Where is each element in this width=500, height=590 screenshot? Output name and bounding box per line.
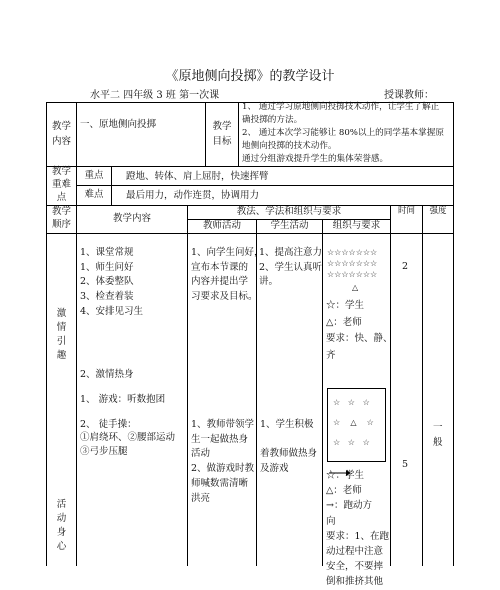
section1-label: 激 情 引 趣 — [56, 307, 67, 362]
methods-header: 教法、学法和组织与要求 — [236, 205, 342, 217]
key-value: 蹬地、转体、肩上屈肘，快速挥臂 — [126, 171, 269, 182]
goal-2: 2、 通过本次学习能够让 80%以上的同学基本掌握原 地侧向投掷的技术动作。 — [242, 128, 444, 151]
section1-student: 1、提高注意力 2、学生认真听 讲。 — [259, 247, 323, 288]
hands-item: ③弓步压腿 — [80, 446, 128, 457]
intensity-header: 强度 — [429, 206, 447, 217]
table-divider — [238, 102, 239, 166]
teacher-symbol: △ — [352, 283, 359, 292]
section1-content: 1、课堂常规 1、师生问好 2、体委整队 3、检查着装 4、安排见习生 — [80, 247, 144, 317]
section1-time: 2 — [402, 261, 409, 272]
goal-3: 通过分组游戏提升学生的集体荣誉感。 — [242, 154, 389, 164]
section2-legend: ☆：学生 △：老师 →：跑动方 向 要求：1、在跑 动过程中注意 安全，不要摔 倒和推挤其他 — [326, 470, 390, 588]
org-req-header: 组织与要求 — [332, 219, 381, 231]
key-points-label: 教学 重难 点 — [51, 166, 71, 203]
star-row: ☆☆☆☆☆☆☆ — [327, 248, 378, 257]
key-label: 重点 — [84, 169, 104, 181]
table-divider — [111, 166, 112, 205]
difficulty-value: 最后用力，动作连贯，协调用力 — [126, 190, 260, 201]
section2-warmup: 2、激情热身 — [80, 369, 134, 380]
order-label: 教学 顺序 — [51, 206, 71, 230]
teacher-label: 授课教师： — [384, 90, 434, 101]
table-divider — [390, 205, 391, 566]
teacher-activity-header: 教师活动 — [202, 219, 241, 231]
section1-teacher: 1、向学生问好， 宣布本节课的 内容并提出学 习要求及目标。 — [191, 247, 264, 303]
section2-student: 1、学生积极 着教师做热身 及游戏 — [260, 419, 318, 475]
content-value: 一、原地侧向投掷 — [80, 119, 157, 130]
content-header: 教学内容 — [112, 212, 151, 224]
goal-label: 教学 目标 — [212, 120, 232, 147]
table-border-right — [453, 102, 454, 566]
student-activity-header: 学生活动 — [270, 219, 309, 231]
table-divider — [76, 185, 453, 186]
table-divider — [422, 205, 423, 566]
section2-label: 活 动 身 心 — [56, 498, 67, 553]
table-divider — [187, 205, 188, 566]
section1-legend: ☆：学生 △：老师 要求：快、静、 齐 — [326, 300, 393, 361]
table-divider — [76, 205, 77, 566]
section2-game: 1、 游戏：听数抱团 — [80, 394, 166, 405]
difficulty-label: 难点 — [84, 189, 104, 201]
section2-teacher: 1、教师带领学 生一起做热身 活动 2、做游戏时教 师喊数需清晰 洪亮 — [191, 419, 255, 504]
table-divider — [46, 233, 453, 234]
content-label: 教学 内容 — [51, 120, 71, 147]
table-divider — [76, 102, 77, 166]
table-divider — [322, 219, 323, 566]
section2-time: 5 — [402, 459, 409, 470]
formation-stars: ☆ ☆ ☆ ☆ △ ☆ ☆ ☆ ☆ — [333, 398, 374, 447]
hands-item: ①肩绕环、②腰部运动 — [80, 432, 176, 443]
class-info: 水平二 四年级 3 班 第一次课 — [90, 90, 220, 101]
goal-1: 1、 通过学习原地侧向投掷技术动作，让学生了解正 确投掷的方法。 — [242, 102, 440, 125]
star-row: ☆☆☆☆☆☆☆ — [327, 270, 378, 279]
document-title: 《原地侧向投掷》的教学设计 — [165, 69, 335, 84]
section2-intensity: 一 般 — [433, 422, 443, 449]
section2-hands: 2、 徒手操： — [80, 419, 137, 430]
star-row: ☆☆☆☆☆☆☆ — [327, 259, 378, 268]
time-header: 时间 — [397, 206, 415, 217]
